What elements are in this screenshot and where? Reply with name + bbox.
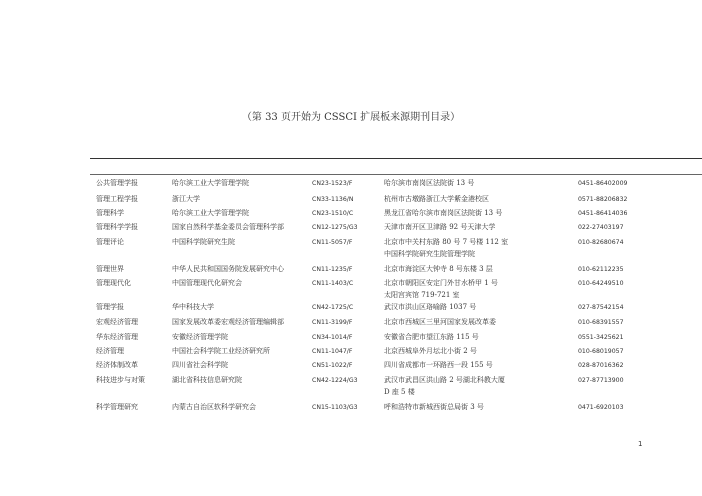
cell-addr-line2: 中国科学院研究生院管理学院 [384,250,475,258]
cell-name: 管理学报 [96,303,124,311]
cell-addr: 北京西城阜外月坛北小街 2 号 [384,347,477,355]
cell-tel: 0551-3425621 [578,334,624,341]
cell-addr: 哈尔滨市南岗区法院街 13 号 [384,179,475,187]
page-heading: （第 33 页开始为 CSSCI 扩展板来源期刊目录） [241,112,461,123]
table-row [0,333,702,347]
cell-addr: 四川省成都市一环路西一段 155 号 [384,361,493,369]
table-row [0,265,702,279]
cell-addr: 天津市南开区卫津路 92 号天津大学 [384,223,496,231]
cell-addr: 安徽省合肥市望江东路 115 号 [384,333,479,341]
cell-org: 哈尔滨工业大学管理学院 [172,179,249,187]
cell-cn: CN42-1224/G3 [312,377,358,384]
cell-cn: CN34-1014/F [312,334,353,341]
table-row [0,347,702,361]
cell-addr: 北京市西城区三里河国家发展改革委 [384,318,496,326]
cell-name: 管理世界 [96,265,124,273]
cell-tel: 022-27403197 [578,224,624,231]
cell-org: 浙江大学 [172,195,200,203]
cell-tel: 010-62112235 [578,266,624,273]
cell-name: 管理评论 [96,238,124,246]
cell-tel: 027-87713900 [578,377,624,384]
page-number: 1 [638,440,643,448]
table-row [0,195,702,209]
cell-org: 国家发展改革委宏观经济管理编辑部 [172,318,284,326]
table-row [0,179,702,193]
cell-tel: 027-87542154 [578,304,624,311]
cell-name: 公共管理学报 [96,179,138,187]
cell-addr-line2: D 座 5 楼 [384,388,415,396]
cell-addr: 北京市中关村东路 80 号 7 号楼 112 室 [384,238,509,246]
cell-org: 中国管理现代化研究会 [172,279,242,287]
cell-addr-line2: 太阳宫宾馆 719-721 室 [384,291,460,299]
cell-org: 中华人民共和国国务院发展研究中心 [172,265,284,273]
cell-name: 科技进步与对策 [96,376,145,384]
cell-tel: 010-68391557 [578,319,624,326]
cell-tel: 0451-86414036 [578,210,628,217]
table-row [0,318,702,332]
cell-org: 湖北省科技信息研究院 [172,376,242,384]
cell-name: 管理工程学报 [96,195,138,203]
cell-cn: CN33-1136/N [312,196,354,203]
cell-name: 经济体制改革 [96,361,138,369]
cell-org: 国家自然科学基金委员会管理科学部 [172,223,284,231]
cell-org: 内蒙古自治区软科学研究会 [172,403,256,411]
table-row [0,238,702,258]
cell-tel: 010-82680674 [578,239,624,246]
cell-addr: 黑龙江省哈尔滨市南岗区法院街 13 号 [384,209,503,217]
cell-tel: 0471-6920103 [578,404,624,411]
cell-cn: CN11-1235/F [312,266,353,273]
cell-addr: 武汉市洪山区珞喻路 1037 号 [384,303,477,311]
cell-addr: 北京市朝阳区安定门外甘水桥甲 1 号 [384,279,498,287]
cell-name: 经济管理 [96,347,124,355]
cell-name: 管理现代化 [96,279,131,287]
table-row [0,223,702,237]
cell-tel: 010-64249510 [578,280,624,287]
table-row [0,279,702,299]
cell-org: 四川省社会科学院 [172,361,228,369]
cell-name: 科学管理研究 [96,403,138,411]
cell-org: 哈尔滨工业大学管理学院 [172,209,249,217]
cell-cn: CN11-1403/C [312,280,354,287]
cell-name: 华东经济管理 [96,333,138,341]
table-row [0,209,702,223]
table-row [0,403,702,417]
cell-tel: 0571-88206832 [578,196,628,203]
cell-addr: 呼和浩特市新城西街总局街 3 号 [384,403,484,411]
cell-cn: CN42-1725/C [312,304,354,311]
cell-name: 管理科学 [96,209,124,217]
table-row [0,361,702,375]
cell-cn: CN51-1022/F [312,362,353,369]
cell-org: 中国社会科学院工业经济研究所 [172,347,270,355]
table-header-rule [90,174,702,175]
cell-cn: CN23-1510/C [312,210,354,217]
table-row [0,303,702,317]
cell-org: 安徽经济管理学院 [172,333,228,341]
cell-addr: 北京市海淀区大钟寺 8 号东楼 3 层 [384,265,493,273]
cell-cn: CN12-1275/G3 [312,224,358,231]
cell-org: 中国科学院研究生院 [172,238,235,246]
cell-tel: 010-68019057 [578,348,624,355]
table-top-rule [90,158,702,159]
cell-addr: 杭州市古墩路浙江大学紫金港校区 [384,195,489,203]
cell-cn: CN11-3199/F [312,319,353,326]
cell-cn: CN11-1047/F [312,348,353,355]
cell-tel: 028-87016362 [578,362,624,369]
cell-name: 宏观经济管理 [96,318,138,326]
cell-org: 华中科技大学 [172,303,214,311]
cell-tel: 0451-86402009 [578,180,628,187]
table-row [0,376,702,396]
cell-cn: CN11-5057/F [312,239,353,246]
cell-name: 管理科学学报 [96,223,138,231]
cell-cn: CN23-1523/F [312,180,353,187]
cell-cn: CN15-1103/G3 [312,404,358,411]
cell-addr: 武汉市武昌区洪山路 2 号湖北科教大厦 [384,376,505,384]
